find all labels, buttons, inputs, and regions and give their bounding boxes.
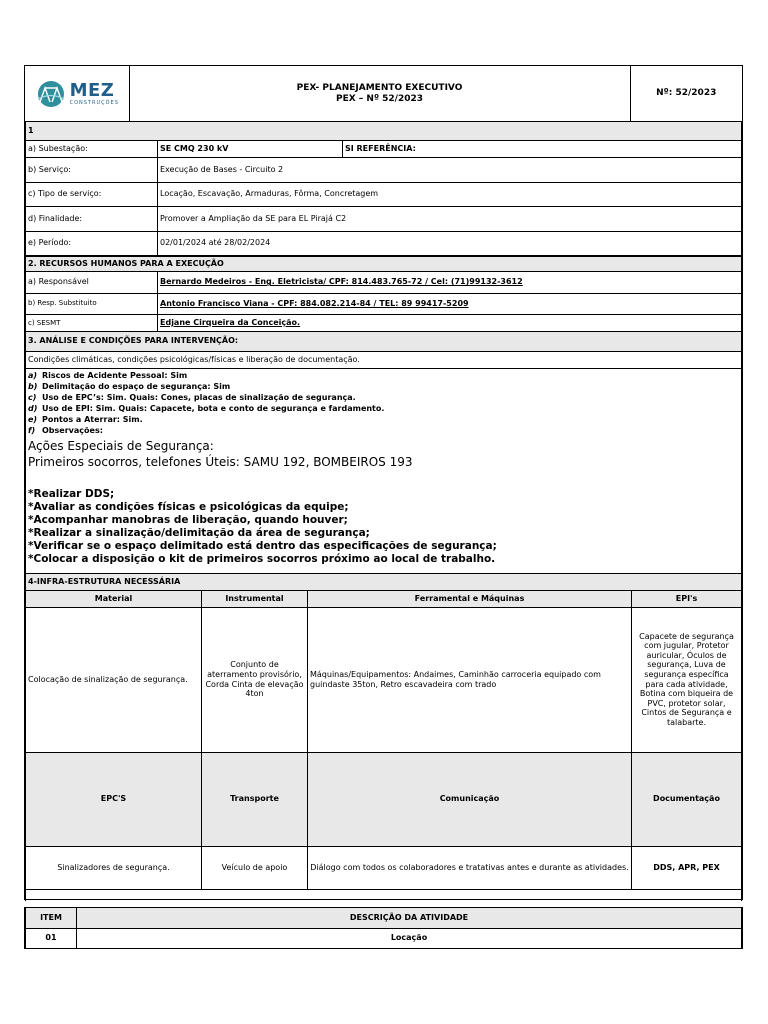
finalidade-value: Promover a Ampliação da SE para EL Pirajá C2 [158, 206, 742, 231]
spacer-row [26, 889, 742, 901]
activity-item-number: 01 [26, 928, 77, 948]
risk-item-index: b) [28, 381, 38, 391]
periodo-value: 02/01/2024 até 28/02/2024 [158, 231, 742, 255]
logo-cell [25, 66, 129, 121]
logo-subtext: CONSTRUÇÕES [69, 99, 119, 106]
safety-rule: *Verificar se o espaço delimitado está dentro das especificações de segurança; [28, 539, 497, 552]
section-3-subtitle: Condições climáticas, condições psicológicas/físicas e liberação de documentação. [26, 351, 742, 368]
responsavel-value: Bernardo Medeiros - Eng. Eletricista/ CPF: 814.483.765-72 / Cel: (71)99132-3612 [158, 271, 742, 293]
periodo-label: e) Período: [26, 231, 158, 255]
acoes-title: Ações Especiais de Segurança: [28, 438, 214, 453]
header-ferramental: Ferramental e Máquinas [308, 590, 632, 607]
header-documentacao: Documentação [632, 752, 742, 846]
logo-text: MEZ [69, 79, 115, 101]
risk-item [28, 425, 739, 436]
risk-item [28, 370, 739, 381]
acoes-especiais [28, 438, 739, 470]
title-line-1: PEX- PLANEJAMENTO EXECUTIVO [296, 82, 463, 93]
safety-rule: *Realizar a sinalização/delimitação da área de segurança; [28, 526, 370, 539]
document-number: Nº: 52/2023 [656, 88, 717, 99]
header-comunicacao: Comunicação [308, 752, 632, 846]
finalidade-label: d) Finalidade: [26, 206, 158, 231]
si-referencia-label: SI REFERÊNCIA: [343, 140, 742, 157]
risk-item-text: Uso de EPC’s: Sim. Quais: Cones, placas de sinalização de segurança. [42, 392, 356, 402]
risk-item [28, 403, 739, 414]
risk-item-text: Riscos de Acidente Pessoal: Sim [42, 370, 188, 380]
document-header [24, 65, 743, 122]
comunicacao-cell: Diálogo com todos os colaboradores e tratativas antes e durante as atividades. [308, 846, 632, 889]
risk-item [28, 392, 739, 403]
subestacao-value: SE CMQ 230 kV [158, 140, 343, 157]
header-material: Material [26, 590, 202, 607]
responsavel-label: a) Responsável [26, 271, 158, 293]
risk-item-index: a) [28, 370, 38, 380]
epis-cell: Capacete de segurança com jugular, Protetor auricular, Óculos de segurança, Luva de segurança específica para cada atividade, Botina com biqueira de PVC, protetor solar, Cintos de Segurança e talabarte. [632, 607, 742, 752]
risk-item [28, 414, 739, 425]
header-transporte: Transporte [202, 752, 308, 846]
material-cell: Colocação de sinalização de segurança. [26, 607, 202, 752]
servico-value: Execução de Bases - Circuito 2 [158, 157, 742, 182]
risk-item-text: Pontos a Aterrar: Sim. [42, 414, 143, 424]
header-instrumental: Instrumental [202, 590, 308, 607]
acoes-line: Primeiros socorros, telefones Úteis: SAMU 192, BOMBEIROS 193 [28, 454, 413, 469]
substituto-label: b) Resp. Substituito [26, 293, 158, 314]
servico-label: b) Serviço: [26, 157, 158, 182]
risk-item-index: e) [28, 414, 38, 424]
tipo-servico-label: c) Tipo de serviço: [26, 182, 158, 206]
safety-rules-list [28, 488, 739, 566]
document-title [129, 66, 630, 121]
mez-logo [27, 80, 127, 108]
risk-item-text: Observações: [42, 425, 103, 435]
risk-item-index: d) [28, 403, 38, 413]
section-2-title: 2. RECURSOS HUMANOS PARA A EXECUÇÃO [26, 257, 742, 271]
section-3 [24, 331, 743, 574]
substituto-value: Antonio Francisco Viana - CPF: 884.082.214-84 / TEL: 89 99417-5209 [158, 293, 742, 314]
tipo-servico-value: Locação, Escavação, Armaduras, Fôrma, Concretagem [158, 182, 742, 206]
section-3-title: 3. ANÁLISE E CONDIÇÕES PARA INTERVENÇÃO: [26, 332, 742, 351]
risk-item [28, 381, 739, 392]
section-4 [24, 573, 743, 900]
activities-table [24, 907, 743, 949]
section-3-body [26, 368, 742, 573]
subestacao-label: a) Subestação: [26, 140, 158, 157]
risk-item-text: Uso de EPI: Sim. Quais: Capacete, bota e conto de segurança e fardamento. [42, 403, 385, 413]
section-1 [24, 121, 743, 256]
safety-rule: *Realizar DDS; [28, 487, 115, 500]
instrumental-cell: Conjunto de aterramento provisório, Corda Cinta de elevação 4ton [202, 607, 308, 752]
documentacao-cell: DDS, APR, PEX [632, 846, 742, 889]
header-epis: EPI's [632, 590, 742, 607]
risk-item-index: f) [28, 425, 36, 435]
risk-items-list [28, 370, 739, 436]
activities-header-item: ITEM [26, 908, 77, 928]
section-4-title: 4-INFRA-ESTRUTURA NECESSÁRIA [26, 574, 742, 590]
sesmt-value: Edjane Cirqueira da Conceição. [158, 314, 742, 331]
safety-rule: *Colocar a disposição o kit de primeiros socorros próximo ao local de trabalho. [28, 552, 496, 565]
ferramental-cell: Máquinas/Equipamentos: Andaimes, Caminhão carroceria equipado com guindaste 35ton, Retro escavadeira com trado [308, 607, 632, 752]
activities-header-desc: DESCRIÇÃO DA ATIVIDADE [77, 908, 742, 928]
activity-description: Locação [77, 928, 742, 948]
title-line-2: PEX – Nº 52/2023 [335, 93, 424, 104]
risk-item-index: c) [28, 392, 37, 402]
section-2 [24, 256, 743, 332]
sesmt-label: c) SESMT [26, 314, 158, 331]
risk-item-text: Delimitação do espaço de segurança: Sim [42, 381, 231, 391]
substation-icon [35, 80, 67, 108]
transporte-cell: Veículo de apoio [202, 846, 308, 889]
safety-rule: *Acompanhar manobras de liberação, quando houver; [28, 513, 348, 526]
header-epcs: EPC'S [26, 752, 202, 846]
section-1-number: 1 [26, 122, 742, 140]
pex-document [24, 65, 743, 949]
safety-rule: *Avaliar as condições físicas e psicológicas da equipe; [28, 500, 349, 513]
epcs-cell: Sinalizadores de segurança. [26, 846, 202, 889]
